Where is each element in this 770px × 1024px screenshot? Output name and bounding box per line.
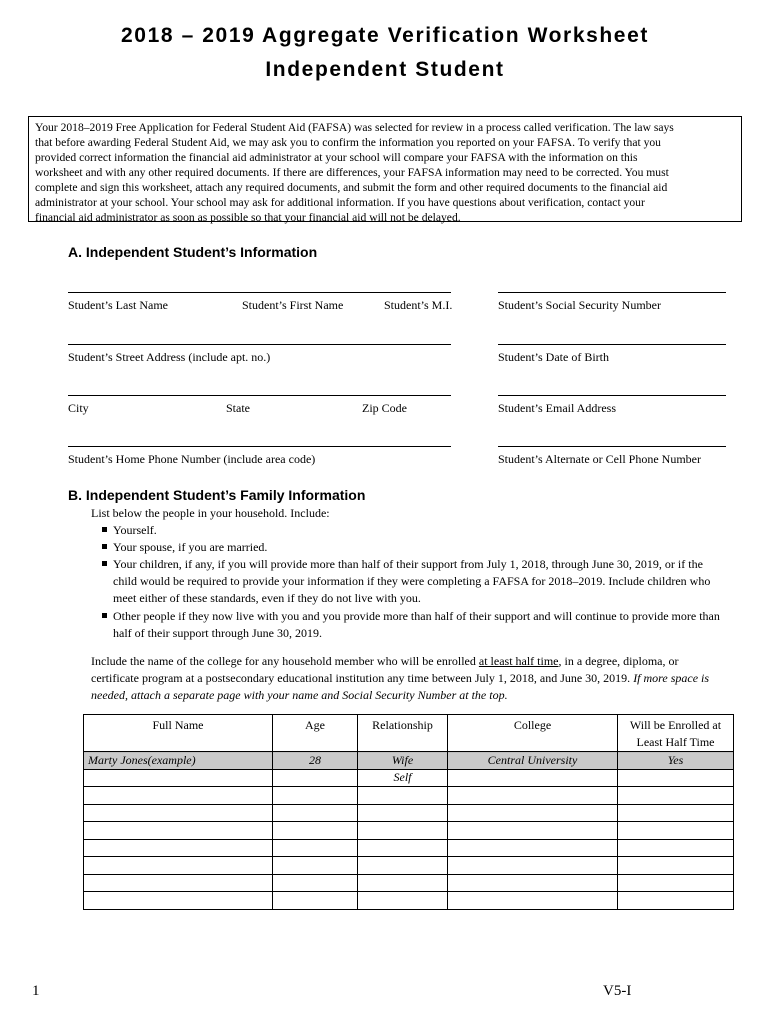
- bullet-text: Your children, if any, if you will provide more than half of their support from July 1, 2018, through June 30, 2019, or if the: [113, 557, 703, 571]
- bullet-square-icon: [102, 527, 107, 532]
- alt-phone-field-line[interactable]: [498, 446, 726, 447]
- intro-line: that before awarding Federal Student Aid, we may ask you to confirm the information you reported on your FAFSA. To verify that you: [35, 136, 661, 149]
- bullet-text: Other people if they now live with you and you provide more than half of their support and will continue to provide more than: [113, 609, 720, 623]
- table-row: [84, 787, 734, 805]
- intro-line: administrator at your school. Your school may ask for additional information. If you have questions about verification, contact your: [35, 196, 645, 209]
- bullet-square-icon: [102, 561, 107, 566]
- college-cell[interactable]: [448, 874, 618, 892]
- household-table: [83, 714, 734, 910]
- intro-line: worksheet and with any other required documents. If there are differences, your FAFSA information may need to be corrected. You must: [35, 166, 669, 179]
- email-field-line[interactable]: [498, 395, 726, 396]
- city-field-line[interactable]: [68, 395, 451, 396]
- intro-line: complete and sign this worksheet, attach any required documents, and submit the form and other required documents to the financial aid: [35, 181, 668, 194]
- intro-line: provided correct information the financial aid administrator at your school will compare your FAFSA with the information on this: [35, 151, 638, 164]
- bullet-item: [102, 522, 157, 539]
- enrolled-cell[interactable]: [618, 892, 734, 910]
- list-intro: List below the people in your household. Include:: [91, 506, 330, 520]
- bullet-text-continued: child would be required to provide your information if they were completing a FAFSA for 2018–2019. Include children who: [113, 574, 711, 588]
- include-text: certificate program at a postsecondary educational institution any time between July 1, 2018, and June 30, 2019.: [91, 671, 634, 685]
- include-text: , in a degree, diploma, or: [558, 654, 679, 668]
- table-row: [84, 822, 734, 840]
- mi-label: Student’s M.I.: [384, 298, 453, 312]
- bullet-item: [102, 608, 752, 640]
- intro-line: financial aid administrator as soon as possible so that your financial aid will not be delayed.: [35, 211, 461, 224]
- table-row: [84, 804, 734, 822]
- name-cell[interactable]: [84, 874, 273, 892]
- college-cell[interactable]: [448, 787, 618, 805]
- include-text: Include the name of the college for any household member who will be enrolled: [91, 654, 479, 668]
- age-cell[interactable]: [273, 892, 358, 910]
- email-label: Student’s Email Address: [498, 401, 616, 415]
- relationship-cell[interactable]: [358, 892, 448, 910]
- bullet-square-icon: [102, 544, 107, 549]
- name-cell[interactable]: [84, 769, 273, 787]
- intro-line: Your 2018–2019 Free Application for Federal Student Aid (FAFSA) was selected for review in a process called verification. The law says: [35, 121, 674, 134]
- name-field-line[interactable]: [68, 292, 451, 293]
- table-row: [84, 874, 734, 892]
- dob-field-line[interactable]: [498, 344, 726, 345]
- table-row: [84, 892, 734, 910]
- example-row: [84, 752, 734, 770]
- first-name-label: Student’s First Name: [242, 298, 344, 312]
- enrolled-cell[interactable]: [618, 822, 734, 840]
- bullet-item: [102, 556, 752, 605]
- enrolled-cell[interactable]: [618, 839, 734, 857]
- bullet-text-continued: meet either of these standards, even if they do not live with you.: [113, 591, 421, 605]
- example-name: Marty Jones(example): [84, 752, 273, 770]
- street-field-line[interactable]: [68, 344, 451, 345]
- table-row: [84, 769, 734, 787]
- header-relationship: Relationship: [358, 715, 448, 752]
- street-label: Student’s Street Address (include apt. no.): [68, 350, 271, 364]
- form-code: V5-I: [603, 983, 632, 999]
- home-phone-field-line[interactable]: [68, 446, 451, 447]
- bullet-text: Yourself.: [113, 523, 157, 537]
- enrolled-cell[interactable]: [618, 787, 734, 805]
- example-age: 28: [273, 752, 358, 770]
- example-enrolled: Yes: [618, 752, 734, 770]
- last-name-label: Student’s Last Name: [68, 298, 168, 312]
- bullet-item: [102, 539, 267, 556]
- relationship-cell[interactable]: [358, 822, 448, 840]
- enrolled-cell[interactable]: [618, 874, 734, 892]
- age-cell[interactable]: [273, 857, 358, 875]
- section-a-heading: A. Independent Student’s Information: [68, 244, 318, 260]
- relationship-cell[interactable]: [358, 804, 448, 822]
- relationship-cell[interactable]: [358, 857, 448, 875]
- include-paragraph: [91, 653, 709, 704]
- intro-box: [28, 116, 742, 222]
- alt-phone-label: Student’s Alternate or Cell Phone Number: [498, 452, 701, 466]
- include-italic-text: needed, attach a separate page with your name and Social Security Number at the top.: [91, 688, 508, 702]
- include-italic-text: If more space is: [633, 671, 710, 685]
- college-cell[interactable]: [448, 839, 618, 857]
- name-cell[interactable]: [84, 787, 273, 805]
- header-enrolled: [618, 715, 734, 752]
- bullet-text: Your spouse, if you are married.: [113, 540, 268, 554]
- header-age: Age: [273, 715, 358, 752]
- name-cell[interactable]: [84, 822, 273, 840]
- ssn-field-line[interactable]: [498, 292, 726, 293]
- enrolled-cell[interactable]: [618, 769, 734, 787]
- header-enrolled-line2: Least Half Time: [636, 735, 715, 749]
- section-b-heading: B. Independent Student’s Family Information: [68, 487, 366, 503]
- college-cell[interactable]: [448, 892, 618, 910]
- name-cell[interactable]: [84, 892, 273, 910]
- example-college: Central University: [448, 752, 618, 770]
- name-cell[interactable]: [84, 804, 273, 822]
- age-cell[interactable]: [273, 874, 358, 892]
- worksheet-title: 2018 – 2019 Aggregate Verification Worksheet: [121, 24, 649, 47]
- dob-label: Student’s Date of Birth: [498, 350, 609, 364]
- zip-label: Zip Code: [362, 401, 407, 415]
- home-phone-label: Student’s Home Phone Number (include area code): [68, 452, 316, 466]
- page-number: 1: [32, 983, 40, 999]
- table-header-row: [84, 715, 734, 752]
- age-cell[interactable]: [273, 769, 358, 787]
- enrolled-cell[interactable]: [618, 804, 734, 822]
- city-label: City: [68, 401, 89, 415]
- college-cell[interactable]: [448, 822, 618, 840]
- bullet-text-continued: half of their support through June 30, 2019.: [113, 626, 322, 640]
- age-cell[interactable]: [273, 787, 358, 805]
- ssn-label: Student’s Social Security Number: [498, 298, 661, 312]
- state-label: State: [226, 401, 250, 415]
- include-underlined-text: at least half time: [478, 654, 559, 668]
- header-enrolled-line1: Will be Enrolled at: [629, 718, 722, 732]
- table-row: [84, 839, 734, 857]
- age-cell[interactable]: [273, 804, 358, 822]
- name-cell[interactable]: [84, 839, 273, 857]
- relationship-cell[interactable]: [358, 839, 448, 857]
- name-cell[interactable]: [84, 857, 273, 875]
- header-college: College: [448, 715, 618, 752]
- relationship-cell[interactable]: [358, 874, 448, 892]
- header-full-name: Full Name: [84, 715, 273, 752]
- example-relationship: Wife: [358, 752, 448, 770]
- worksheet-subtitle: Independent Student: [265, 58, 505, 81]
- table-row: [84, 857, 734, 875]
- bullet-square-icon: [102, 613, 107, 618]
- enrolled-cell[interactable]: [618, 857, 734, 875]
- relationship-cell: Self: [358, 769, 448, 787]
- college-cell[interactable]: [448, 857, 618, 875]
- age-cell[interactable]: [273, 822, 358, 840]
- college-cell[interactable]: [448, 769, 618, 787]
- relationship-cell[interactable]: [358, 787, 448, 805]
- age-cell[interactable]: [273, 839, 358, 857]
- college-cell[interactable]: [448, 804, 618, 822]
